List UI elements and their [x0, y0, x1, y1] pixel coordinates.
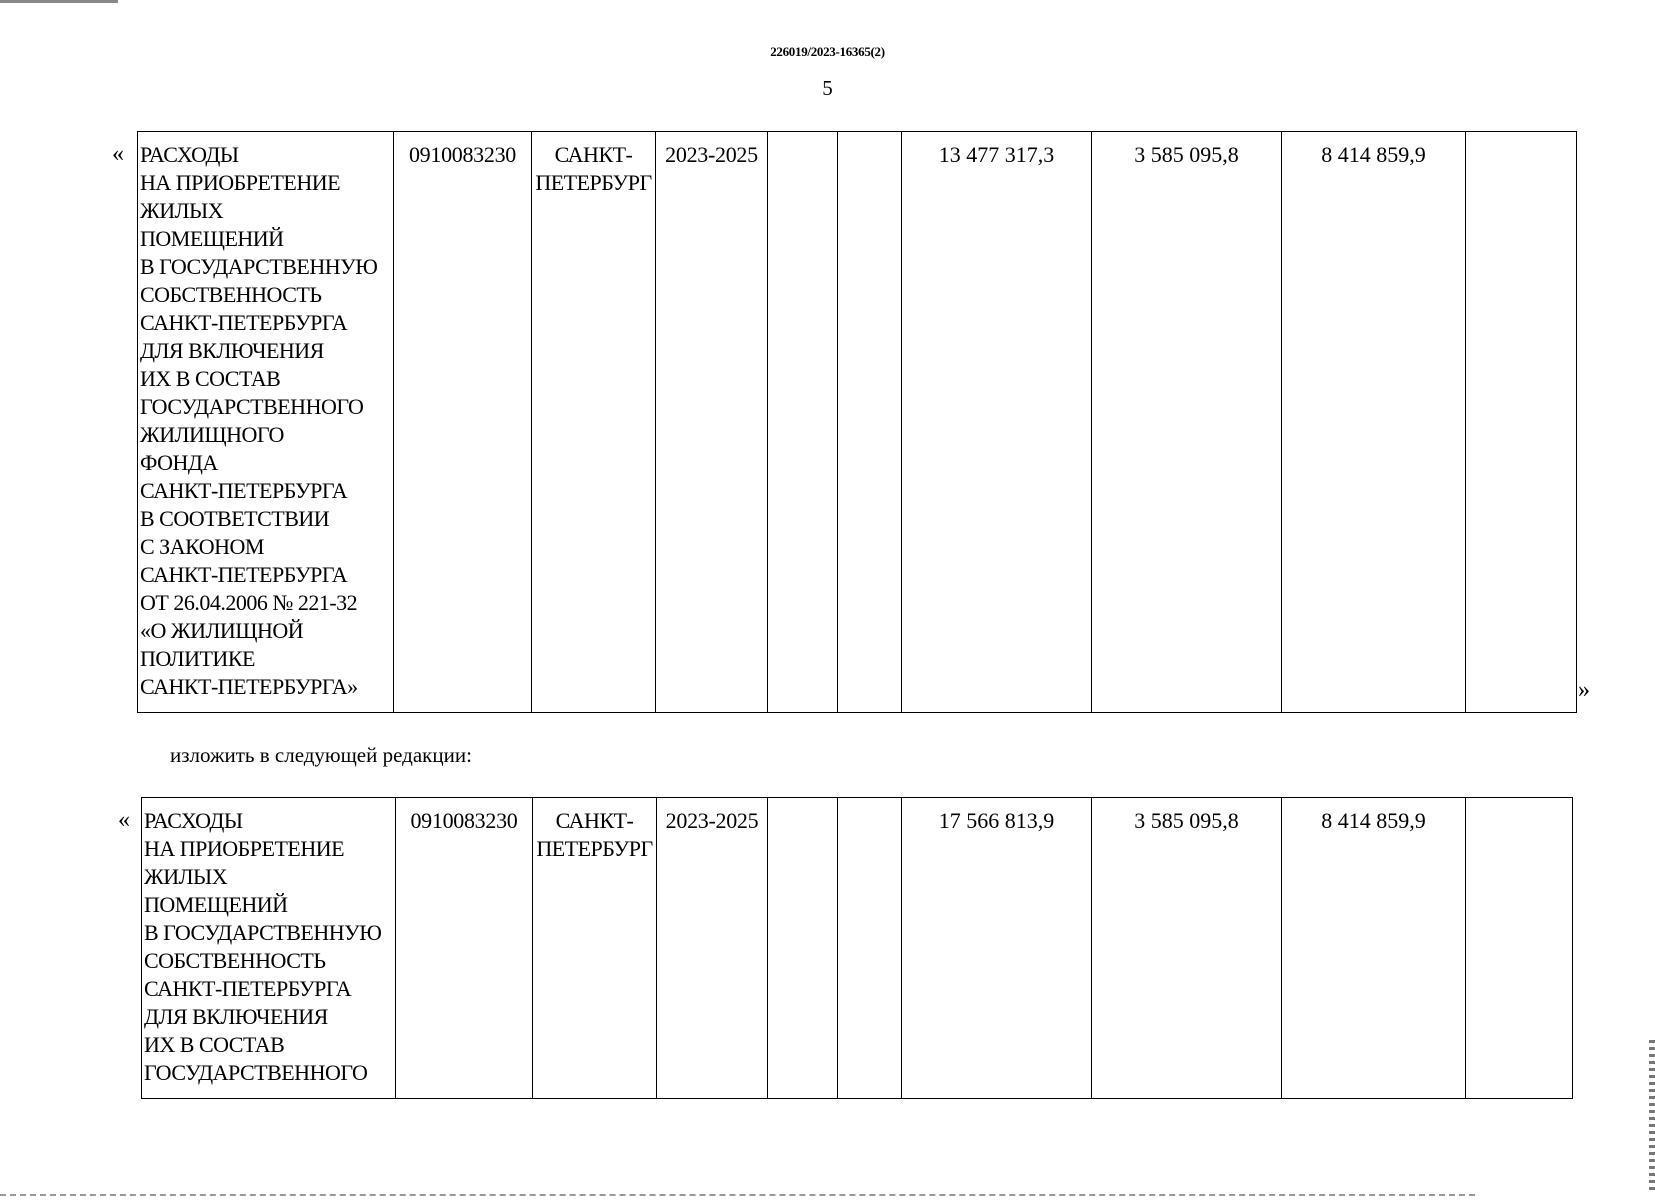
text-line: ГОСУДАРСТВЕННОГО: [140, 394, 364, 419]
text-line: ФОНДА: [140, 450, 218, 475]
empty-cell-10: [1466, 132, 1577, 713]
scan-artifact-top: [0, 0, 118, 3]
text-line: ИХ В СОСТАВ: [144, 1032, 285, 1057]
text-line: САНКТ-: [555, 808, 634, 833]
text-line: ОТ 26.04.2006 № 221-32: [140, 590, 358, 615]
place-cell: [532, 132, 656, 713]
text-line: «О ЖИЛИЩНОЙ: [140, 618, 304, 643]
text-line: НА ПРИОБРЕТЕНИЕ: [140, 170, 341, 195]
text-line: ПЕТЕРБУРГ: [536, 836, 653, 861]
description-lines: [144, 807, 393, 1087]
text-line: ЖИЛЫХ: [140, 198, 224, 223]
text-line: ЖИЛИЩНОГО: [140, 422, 284, 447]
text-line: ГОСУДАРСТВЕННОГО: [144, 1060, 368, 1085]
text-line: ДЛЯ ВКЛЮЧЕНИЯ: [140, 338, 324, 363]
text-line: САНКТ-ПЕТЕРБУРГА: [140, 478, 348, 503]
instruction-text: изложить в следующей редакции:: [170, 743, 472, 767]
text-line: С ЗАКОНОМ: [140, 534, 264, 559]
text-line: ЖИЛЫХ: [144, 864, 228, 889]
text-line: ДЛЯ ВКЛЮЧЕНИЯ: [144, 1004, 328, 1029]
amount-cell-3: 8 414 859,9: [1282, 132, 1466, 713]
text-line: САНКТ-ПЕТЕРБУРГА: [140, 562, 348, 587]
text-line: ПОЛИТИКЕ: [140, 646, 255, 671]
old-row-table: [137, 131, 1577, 713]
close-quote-old: »: [1578, 677, 1590, 703]
text-line: РАСХОДЫ: [140, 142, 239, 167]
table-row: [142, 798, 1573, 1099]
scan-artifact-bottom: [0, 1194, 1475, 1196]
text-line: ПОМЕЩЕНИЙ: [140, 226, 284, 251]
amount-cell-2: 3 585 095,8: [1092, 132, 1282, 713]
text-line: САНКТ-ПЕТЕРБУРГА: [140, 310, 348, 335]
place-cell: [533, 798, 657, 1099]
empty-cell-5: [768, 798, 838, 1099]
amount-cell-1: 17 566 813,9: [902, 798, 1092, 1099]
table-row: [138, 132, 1577, 713]
place-lines: [534, 141, 653, 197]
code-cell: 0910083230: [396, 798, 533, 1099]
text-line: В ГОСУДАРСТВЕННУЮ: [140, 254, 378, 279]
period-cell: 2023-2025: [656, 132, 768, 713]
text-line: САНКТ-ПЕТЕРБУРГА»: [140, 674, 358, 699]
text-line: САНКТ-ПЕТЕРБУРГА: [144, 976, 352, 1001]
text-line: В СООТВЕТСТВИИ: [140, 506, 330, 531]
empty-cell-6: [838, 132, 902, 713]
page-number: 5: [822, 76, 833, 100]
amount-cell-3: 8 414 859,9: [1282, 798, 1466, 1099]
empty-cell-5: [768, 132, 838, 713]
text-line: ПОМЕЩЕНИЙ: [144, 892, 288, 917]
period-cell: 2023-2025: [657, 798, 768, 1099]
description-lines: [140, 141, 391, 701]
open-quote-new: «: [118, 807, 130, 833]
text-line: В ГОСУДАРСТВЕННУЮ: [144, 920, 382, 945]
text-line: ИХ В СОСТАВ: [140, 366, 281, 391]
text-line: СОБСТВЕННОСТЬ: [144, 948, 326, 973]
description-cell: [142, 798, 396, 1099]
amount-cell-1: 13 477 317,3: [902, 132, 1092, 713]
empty-cell-10: [1466, 798, 1573, 1099]
place-lines: [535, 807, 654, 863]
document-number: 226019/2023-16365(2): [770, 44, 885, 59]
new-row-table: [141, 797, 1573, 1099]
text-line: САНКТ-: [554, 142, 633, 167]
description-cell: [138, 132, 394, 713]
text-line: ПЕТЕРБУРГ: [535, 170, 652, 195]
scan-artifact-right: [1649, 1040, 1655, 1190]
text-line: СОБСТВЕННОСТЬ: [140, 282, 322, 307]
text-line: РАСХОДЫ: [144, 808, 243, 833]
open-quote-old: «: [112, 141, 124, 167]
code-cell: 0910083230: [394, 132, 532, 713]
amount-cell-2: 3 585 095,8: [1092, 798, 1282, 1099]
empty-cell-6: [838, 798, 902, 1099]
text-line: НА ПРИОБРЕТЕНИЕ: [144, 836, 345, 861]
